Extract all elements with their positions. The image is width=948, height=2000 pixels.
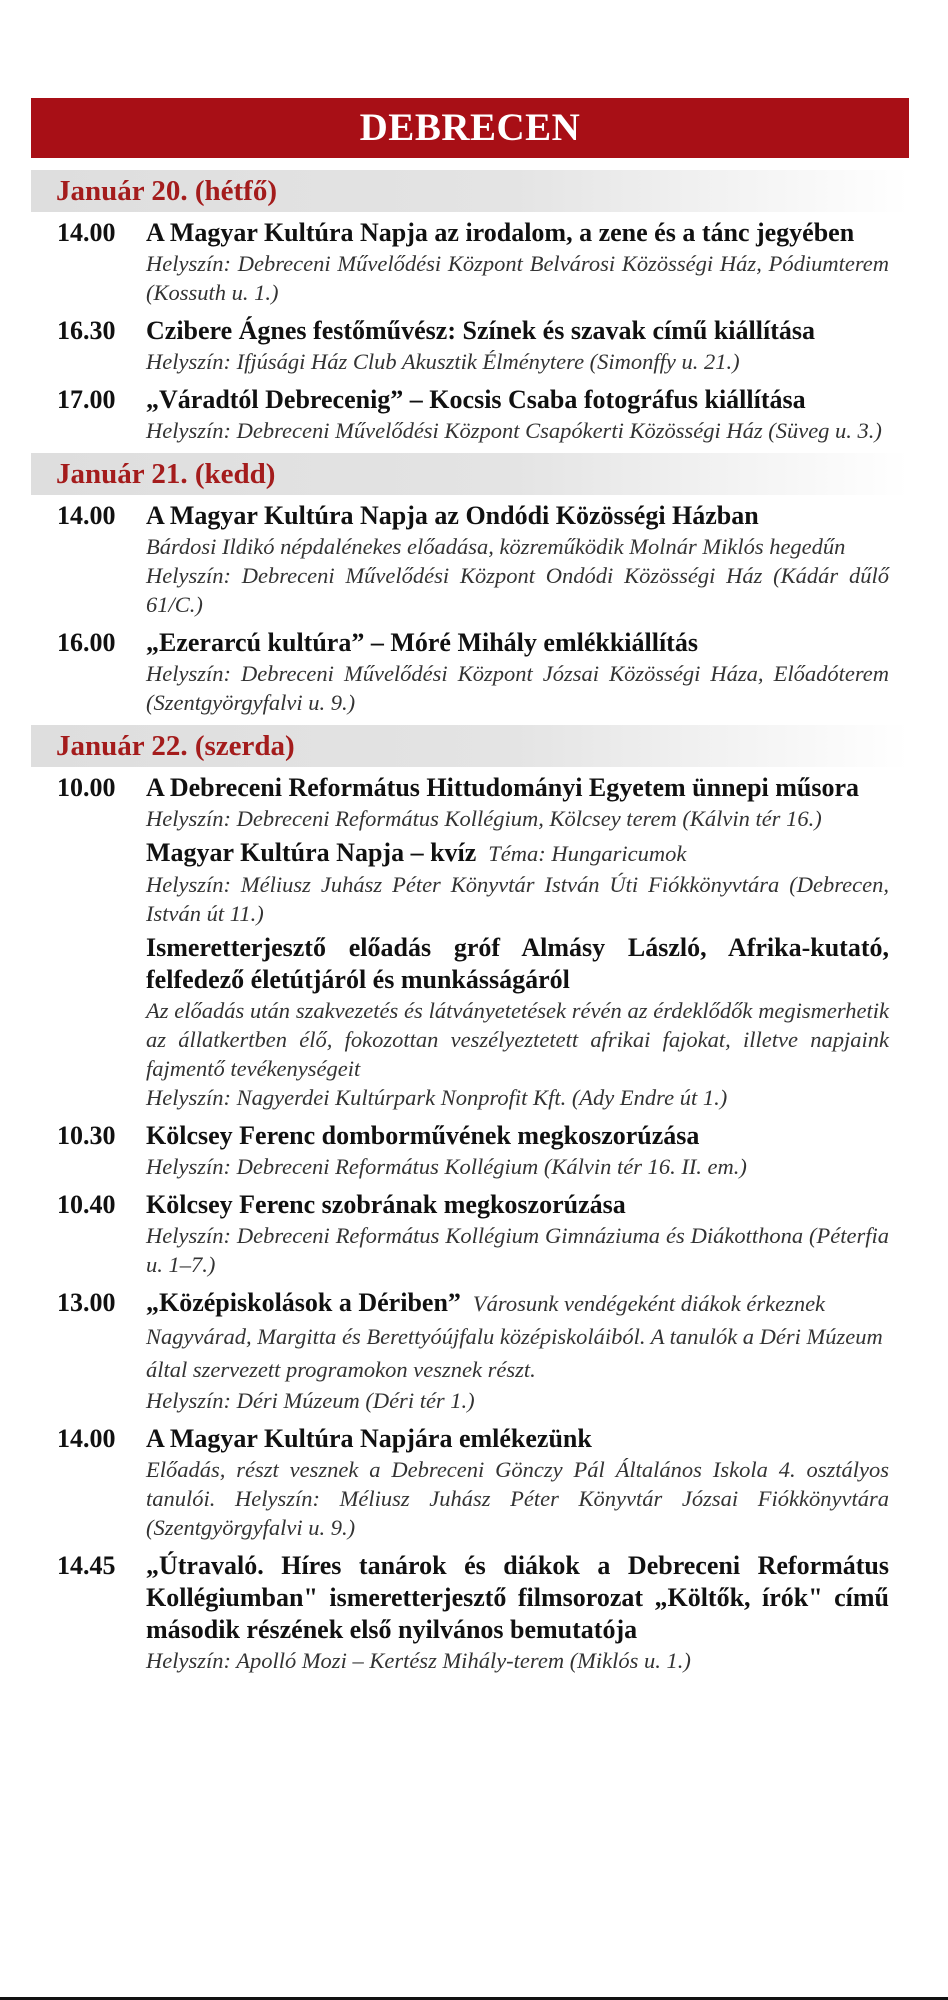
- event-location: Helyszín: Nagyerdei Kultúrpark Nonprofit Kft. (Ady Endre út 1.): [146, 1085, 728, 1110]
- event: [31, 217, 909, 307]
- event-time: 16.30: [57, 316, 116, 345]
- event: [31, 1189, 909, 1279]
- event-location: Helyszín: Debreceni Művelődési Központ Belvárosi Közösségi Ház, Pódiumterem (Kossuth u. 1.): [146, 251, 889, 305]
- event-title: „Ezerarcú kultúra” – Móré Mihály emlékkiállítás: [146, 628, 698, 657]
- sub-event-topic: Téma: Hungaricumok: [488, 841, 687, 866]
- event-title: A Magyar Kultúra Napja az irodalom, a zene és a tánc jegyében: [146, 218, 855, 247]
- event-time: 14.00: [57, 501, 116, 530]
- event-title: „Útravaló. Híres tanárok és diákok a Debreceni Református Kollégiumban" ismeretterjesztő filmsorozat „Költők, írók" című második részének első nyilvános bemutatója: [146, 1551, 889, 1644]
- event-title: A Debreceni Református Hittudományi Egyetem ünnepi műsora: [146, 773, 860, 802]
- event-time: 17.00: [57, 385, 116, 414]
- event-inline-description: Városunk vendégeként diákok érkeznek Nagyvárad, Margitta és Berettyóújfalu középiskoláiból. A tanulók a Déri Múzeum által szervezett programokon vesznek részt.: [146, 1291, 883, 1382]
- event-title: „Középiskolások a Dériben”: [146, 1288, 461, 1317]
- day-header: Január 22. (szerda): [31, 725, 909, 767]
- event: [31, 1287, 909, 1415]
- event-time: 10.40: [57, 1190, 116, 1219]
- event: [31, 1423, 909, 1542]
- event-title-row: [146, 1287, 889, 1386]
- event-time: 10.00: [57, 773, 116, 802]
- day-header: Január 20. (hétfő): [31, 170, 909, 212]
- event-title: Kölcsey Ferenc domborművének megkoszorúzása: [146, 1121, 700, 1150]
- event-time: 10.30: [57, 1121, 116, 1150]
- sub-event-title: Ismeretterjesztő előadás gróf Almásy László, Afrika-kutató, felfedező életútjáról és munkásságáról: [146, 933, 889, 994]
- program-list: [31, 170, 909, 1683]
- event-description: Bárdosi Ildikó népdalénekes előadása, közreműködik Molnár Miklós hegedűn: [146, 534, 846, 559]
- event-time: 13.00: [57, 1288, 116, 1317]
- event-title: A Magyar Kultúra Napjára emlékezünk: [146, 1424, 592, 1453]
- event: [31, 384, 909, 445]
- event-title: Czibere Ágnes festőművész: Színek és szavak című kiállítása: [146, 316, 815, 345]
- event-time: 14.45: [57, 1551, 116, 1580]
- sub-event: [146, 837, 889, 928]
- day-header: Január 21. (kedd): [31, 453, 909, 495]
- event-location: Helyszín: Debreceni Református Kollégium (Kálvin tér 16. II. em.): [146, 1154, 747, 1179]
- event: [31, 1550, 909, 1675]
- event-title: Kölcsey Ferenc szobrának megkoszorúzása: [146, 1190, 626, 1219]
- event-description: Az előadás után szakvezetés és látványetetések révén az érdeklődők megismerhetik az állatkertben élő, fokozottan veszélyeztetett afrikai fajokat, illetve napjaink fajmentő tevékenységeit: [146, 998, 889, 1081]
- event-location: Helyszín: Ifjúsági Ház Club Akusztik Élménytere (Simonffy u. 21.): [146, 349, 740, 374]
- event-location: Helyszín: Debreceni Művelődési Központ Csapókerti Közösségi Ház (Süveg u. 3.): [146, 418, 882, 443]
- city-banner: DEBRECEN: [31, 98, 909, 158]
- event-title: „Váradtól Debrecenig” – Kocsis Csaba fotográfus kiállítása: [146, 385, 806, 414]
- event-location: Helyszín: Debreceni Művelődési Központ Ondódi Közösségi Ház (Kádár dűlő 61/C.): [146, 563, 889, 617]
- event-location: Helyszín: Debreceni Művelődési Központ Józsai Közösségi Háza, Előadóterem (Szentgyörgyfalvi u. 9.): [146, 661, 889, 715]
- sub-event-title: Magyar Kultúra Napja – kvíz: [146, 838, 477, 867]
- event-title: A Magyar Kultúra Napja az Ondódi Közösségi Házban: [146, 501, 759, 530]
- sub-event-title-row: [146, 837, 889, 870]
- event: [31, 627, 909, 717]
- event-time: 14.00: [57, 218, 116, 247]
- event: [31, 772, 909, 1112]
- event-time: 16.00: [57, 628, 116, 657]
- event-location: Helyszín: Apolló Mozi – Kertész Mihály-terem (Miklós u. 1.): [146, 1648, 691, 1673]
- event-time: 14.00: [57, 1424, 116, 1453]
- event-description: Előadás, részt vesznek a Debreceni Gönczy Pál Általános Iskola 4. osztályos tanulói. Helyszín: Méliusz Juhász Péter Könyvtár Józsai Fiókkönyvtára (Szentgyörgyfalvi u. 9.): [146, 1457, 889, 1540]
- event-location: Helyszín: Déri Múzeum (Déri tér 1.): [146, 1388, 475, 1413]
- event: [31, 500, 909, 619]
- event-location: Helyszín: Debreceni Református Kollégium Gimnáziuma és Diákotthona (Péterfia u. 1–7.): [146, 1223, 889, 1277]
- event-location: Helyszín: Debreceni Református Kollégium, Kölcsey terem (Kálvin tér 16.): [146, 806, 822, 831]
- event: [31, 1120, 909, 1181]
- sub-event: [146, 932, 889, 1112]
- event-location: Helyszín: Méliusz Juhász Péter Könyvtár István Úti Fiókkönyvtára (Debrecen, István út 11.): [146, 872, 889, 926]
- event: [31, 315, 909, 376]
